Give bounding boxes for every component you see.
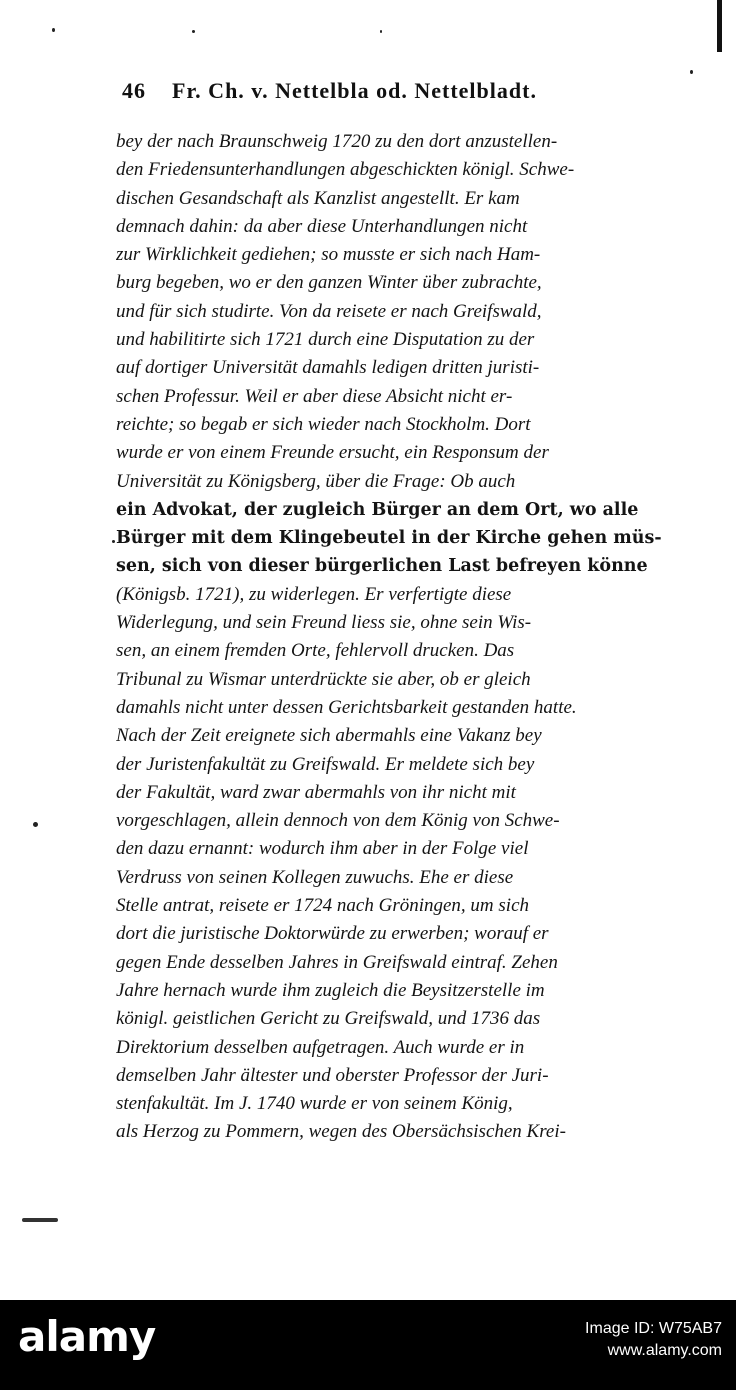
ink-speck xyxy=(380,30,382,33)
image-id-label: Image ID: W75AB7 xyxy=(585,1320,722,1337)
text-line: Widerlegung, und sein Freund liess sie, ohne sein Wis- xyxy=(116,612,532,634)
text-line: der Juristenfakultät zu Greifswald. Er meldete sich bey xyxy=(116,753,535,775)
text-line: Universität zu Königsberg, über die Frage: Ob auch xyxy=(116,470,516,492)
text-line: schen Professur. Weil er aber diese Absicht nicht er- xyxy=(116,385,513,407)
text-line: burg begeben, wo er den ganzen Winter über zubrachte, xyxy=(116,272,542,294)
text-line: Nach der Zeit ereignete sich abermahls eine Vakanz bey xyxy=(116,725,542,747)
text-line: sen, sich von dieser bürgerlichen Last befreyen könne xyxy=(116,556,648,577)
text-line: Verdruss von seinen Kollegen zuwuchs. Ehe er diese xyxy=(116,866,514,888)
text-line: reichte; so begab er sich wieder nach Stockholm. Dort xyxy=(116,413,531,435)
running-title: Fr. Ch. v. Nettelbla od. Nettelbladt. xyxy=(172,78,537,103)
site-url: www.alamy.com xyxy=(607,1342,722,1359)
text-line: den Friedensunterhandlungen abgeschickten königl. Schwe- xyxy=(116,159,575,181)
text-line: gegen Ende desselben Jahres in Greifswald eintraf. Zehen xyxy=(116,951,558,973)
text-line: ein Advokat, der zugleich Bürger an dem Ort, wo alle xyxy=(116,499,639,520)
text-line: Direktorium desselben aufgetragen. Auch wurde er in xyxy=(116,1036,525,1058)
text-line: demselben Jahr ältester und oberster Professor der Juri- xyxy=(116,1064,549,1086)
text-line: (Königsb. 1721), zu widerlegen. Er verfertigte diese xyxy=(116,583,512,605)
ink-speck xyxy=(52,28,55,32)
watermark-info xyxy=(585,1318,722,1362)
page-edge-shadow xyxy=(717,0,722,52)
text-line: dischen Gesandschaft als Kanzlist angestellt. Er kam xyxy=(116,187,520,209)
text-line: dort die juristische Doktorwürde zu erwerben; worauf er xyxy=(116,923,549,945)
text-line: königl. geistlichen Gericht zu Greifswald, und 1736 das xyxy=(116,1008,541,1030)
text-line: und habilitirte sich 1721 durch eine Disputation zu der xyxy=(116,329,535,351)
text-line: stenfakultät. Im J. 1740 wurde er von seinem König, xyxy=(116,1093,513,1115)
text-line: bey der nach Braunschweig 1720 zu den dort anzustellen- xyxy=(116,131,558,152)
text-line: demnach dahin: da aber diese Unterhandlungen nicht xyxy=(116,215,528,237)
text-line: Jahre hernach wurde ihm zugleich die Beysitzerstelle im xyxy=(116,979,545,1001)
watermark-logo: alamy xyxy=(18,1312,156,1361)
ink-speck xyxy=(112,540,115,543)
text-line: zur Wirklichkeit gediehen; so musste er sich nach Ham- xyxy=(116,244,541,266)
text-line: auf dortiger Universität damahls ledigen dritten juristi- xyxy=(116,357,540,379)
text-line: der Fakultät, ward zwar abermahls von ihr nicht mit xyxy=(116,781,516,803)
text-line: Tribunal zu Wismar unterdrückte sie aber, ob er gleich xyxy=(116,668,531,690)
body-text xyxy=(116,128,696,1147)
page-number: 46 xyxy=(122,78,146,103)
margin-mark xyxy=(22,1218,58,1222)
ink-speck xyxy=(192,30,195,33)
text-line: als Herzog zu Pommern, wegen des Obersächsischen Krei- xyxy=(116,1121,566,1143)
text-line: Bürger mit dem Klingebeutel in der Kirche gehen müs- xyxy=(116,528,662,549)
page-header xyxy=(122,78,667,108)
text-line: wurde er von einem Freunde ersucht, ein Responsum der xyxy=(116,442,549,464)
text-line: vorgeschlagen, allein dennoch von dem König von Schwe- xyxy=(116,810,560,832)
text-line: den dazu ernannt: wodurch ihm aber in der Folge viel xyxy=(116,838,529,860)
text-line: und für sich studirte. Von da reisete er nach Greifswald, xyxy=(116,300,542,322)
text-line: sen, an einem fremden Orte, fehlervoll drucken. Das xyxy=(116,640,515,662)
text-line: damahls nicht unter dessen Gerichtsbarkeit gestanden hatte. xyxy=(116,696,577,718)
ink-speck xyxy=(33,822,38,827)
ink-speck xyxy=(690,70,693,74)
text-line: Stelle antrat, reisete er 1724 nach Gröningen, um sich xyxy=(116,895,530,917)
